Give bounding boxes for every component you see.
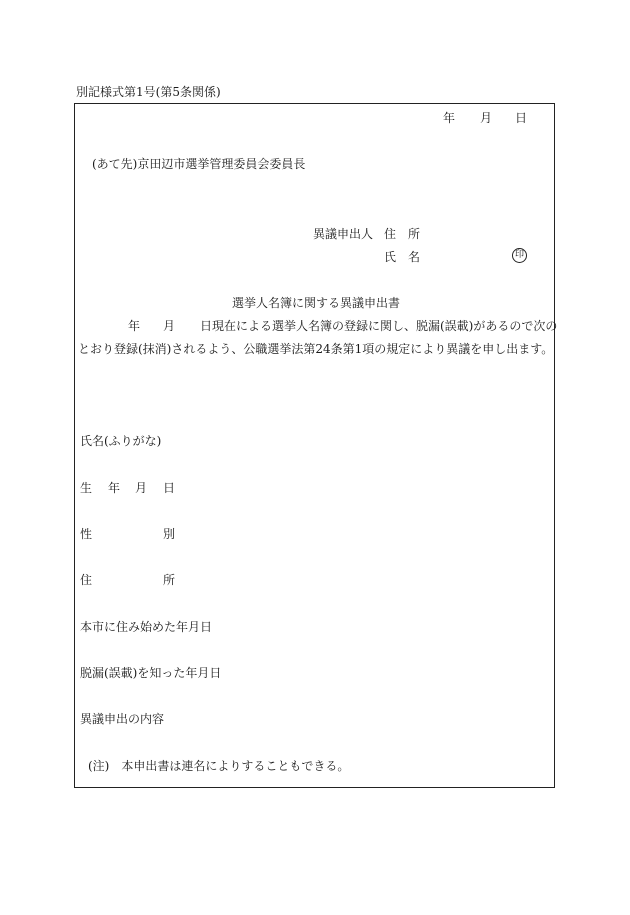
field-birth-c2: 年 bbox=[108, 481, 121, 495]
field-birth-c4: 日 bbox=[163, 481, 176, 495]
note: (注) 本申出書は連名によりすることもできる。 bbox=[88, 759, 350, 773]
field-gender-c2: 別 bbox=[163, 527, 176, 541]
form-id-label: 別記様式第1号(第5条関係) bbox=[76, 85, 221, 99]
field-content: 異議申出の内容 bbox=[80, 712, 165, 726]
field-birth-c3: 月 bbox=[135, 481, 148, 495]
field-address-c1: 住 bbox=[80, 573, 93, 587]
field-residence-start: 本市に住み始めた年月日 bbox=[80, 620, 213, 634]
field-gender-c1: 性 bbox=[80, 527, 93, 541]
seal-mark: 印 bbox=[512, 248, 527, 263]
document-title: 選挙人名簿に関する異議申出書 bbox=[232, 296, 401, 310]
body-line-2: とおり登録(抹消)されるよう、公職選挙法第24条第1項の規定により異議を申し出ます。 bbox=[78, 342, 554, 356]
field-address-c2: 所 bbox=[163, 573, 176, 587]
date-month-label: 月 bbox=[480, 111, 493, 125]
date-year-label: 年 bbox=[443, 111, 456, 125]
body-line-1: 日現在による選挙人名簿の登録に関し、脱漏(誤載)があるので次の bbox=[200, 319, 558, 333]
field-name-kana: 氏名(ふりがな) bbox=[80, 434, 162, 448]
addressee: (あて先)京田辺市選挙管理委員会委員長 bbox=[92, 157, 306, 171]
applicant-name-label: 氏 名 bbox=[384, 250, 421, 264]
body-month: 月 bbox=[163, 319, 176, 333]
field-birth-c1: 生 bbox=[80, 481, 93, 495]
date-day-label: 日 bbox=[515, 111, 528, 125]
applicant-role: 異議申出人 bbox=[313, 227, 374, 241]
body-year: 年 bbox=[128, 319, 141, 333]
applicant-address-label: 住 所 bbox=[384, 227, 421, 241]
field-known-date: 脱漏(誤載)を知った年月日 bbox=[80, 666, 222, 680]
